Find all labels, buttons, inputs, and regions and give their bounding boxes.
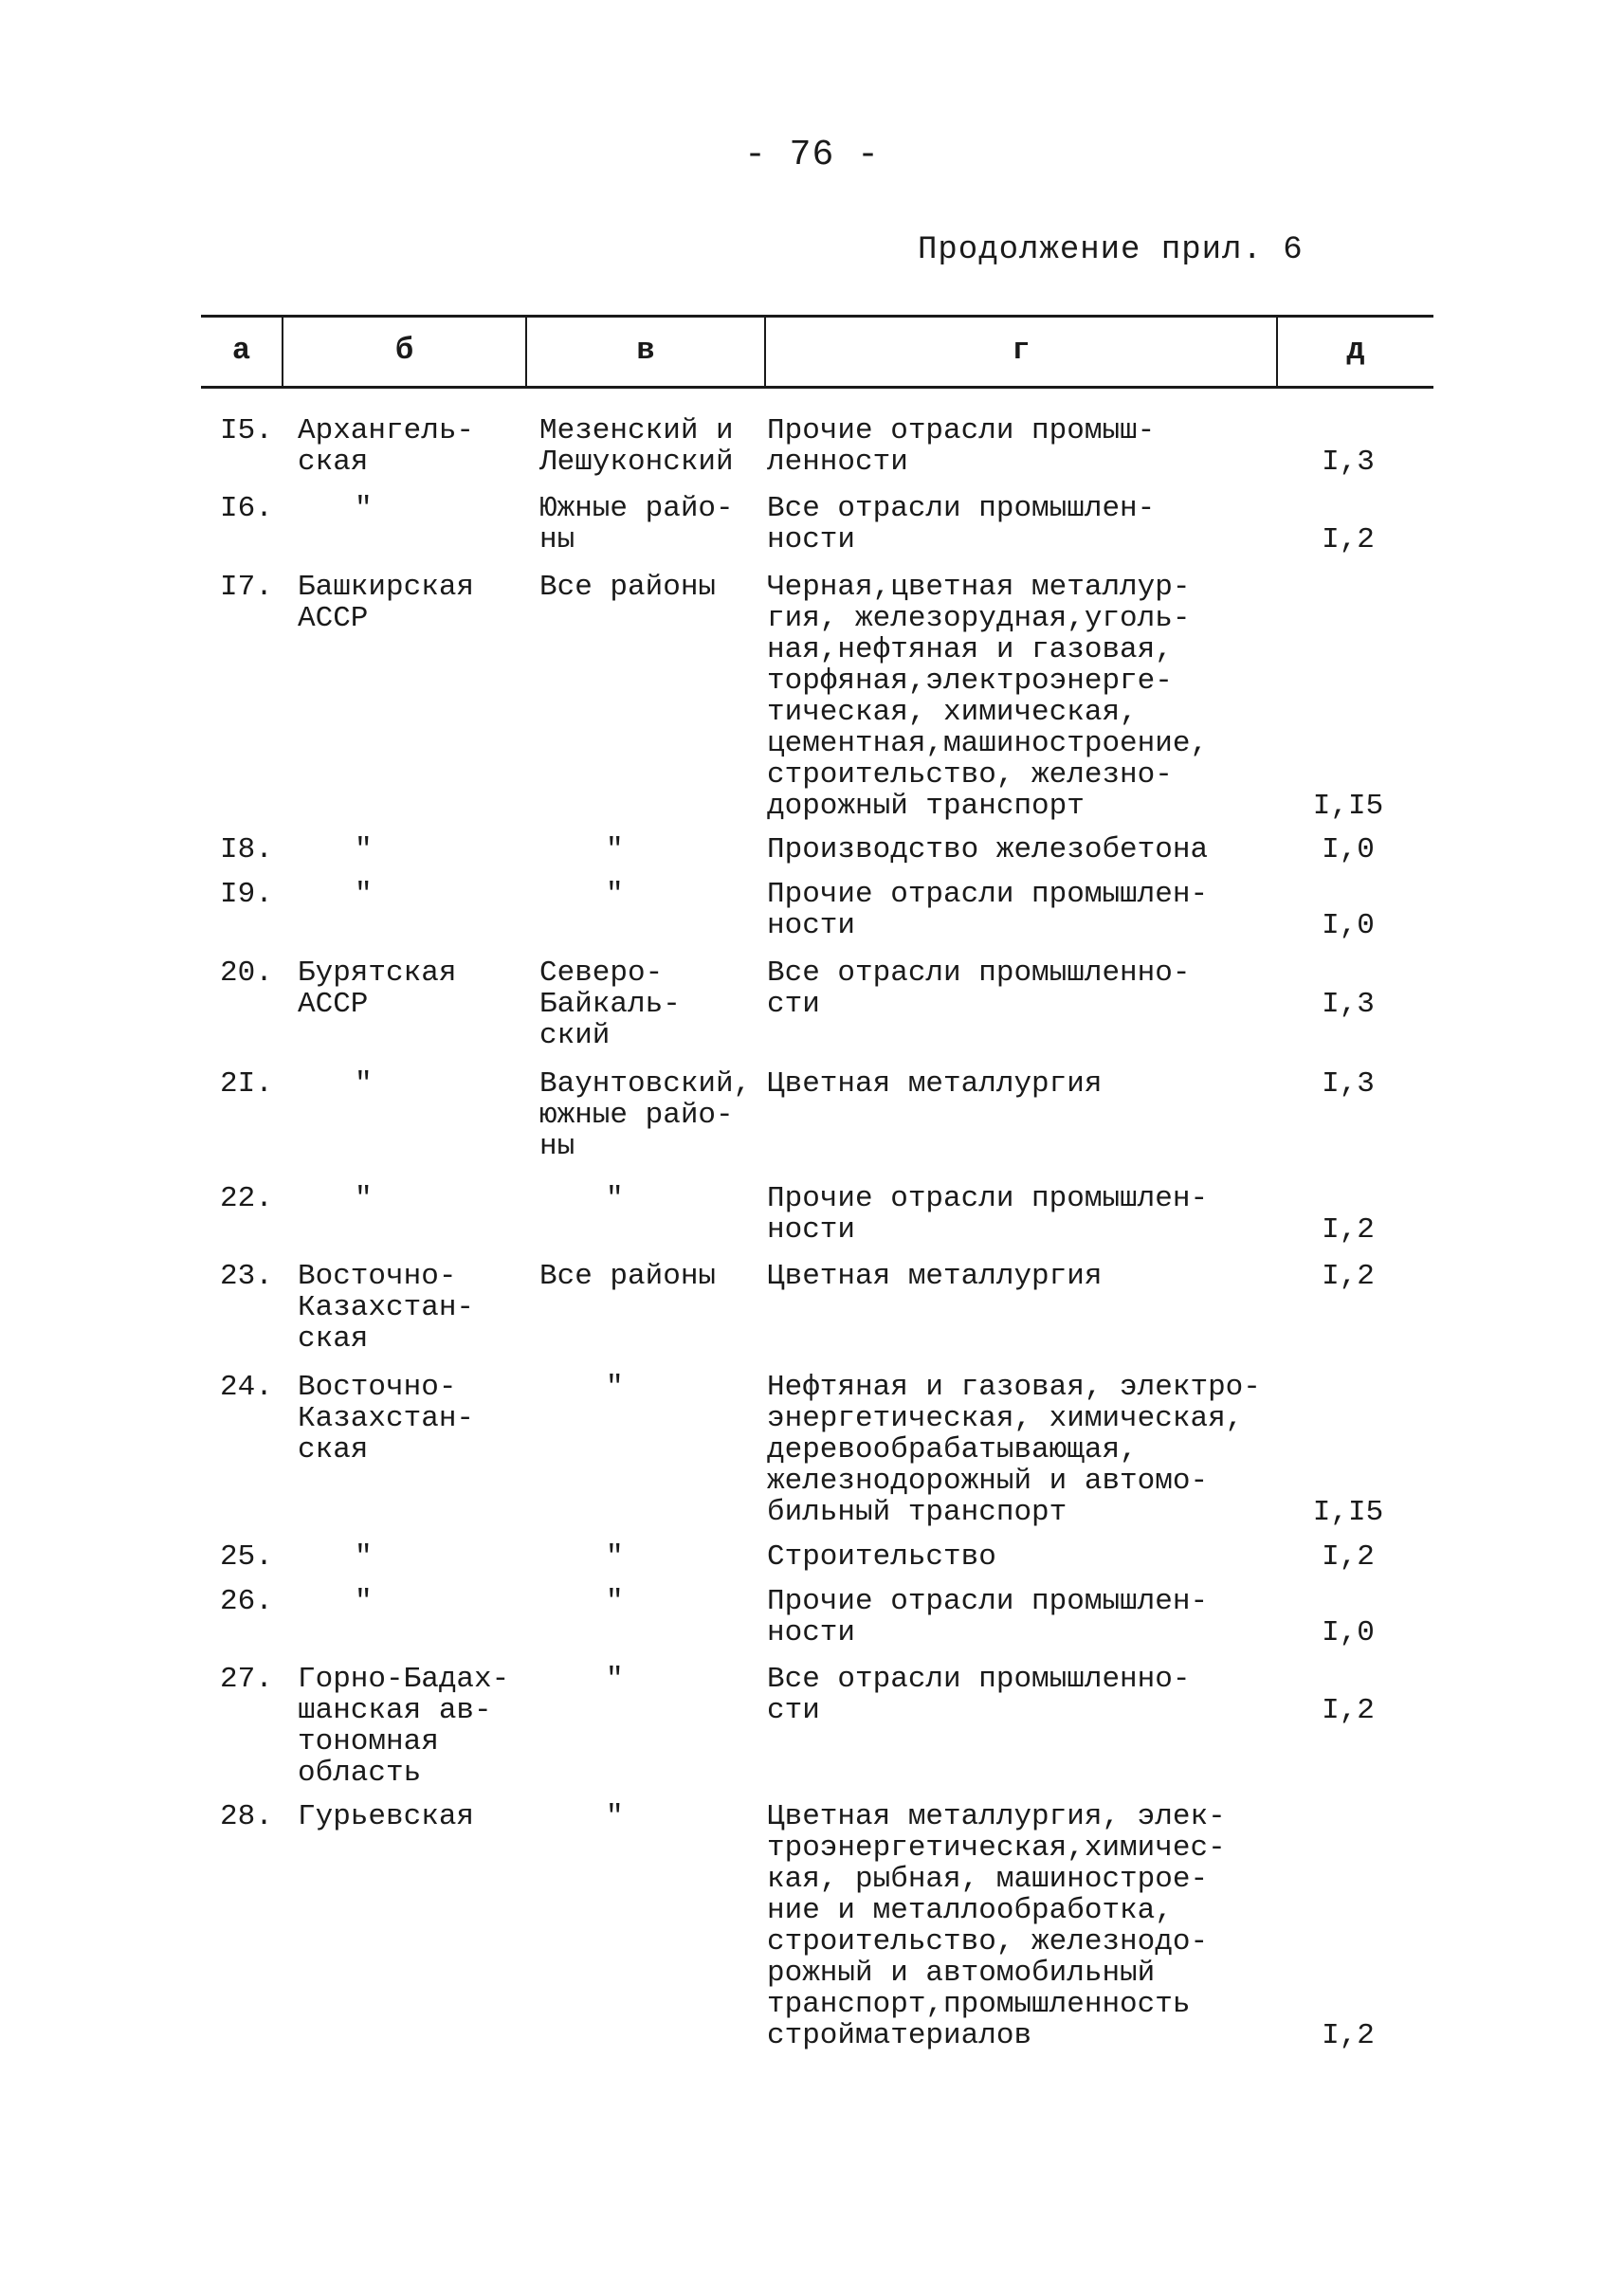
coefficient-cell: I,0	[1322, 833, 1375, 866]
row-number: 2I.	[220, 1067, 273, 1101]
district-cell: "	[606, 1585, 624, 1618]
industry-cell: Производство железобетона	[767, 833, 1209, 866]
coefficient-cell: I,I5	[1312, 1496, 1384, 1529]
region-cell: Восточно- Казахстан- ская	[298, 1260, 475, 1356]
region-cell: "	[355, 492, 373, 525]
coefficient-cell: I,2	[1322, 1540, 1375, 1574]
industry-cell: Цветная металлургия	[767, 1067, 1103, 1101]
table-header	[201, 315, 1433, 389]
row-number: 27.	[220, 1663, 273, 1696]
coefficient-cell: I,2	[1322, 1260, 1375, 1293]
header-b: б	[394, 333, 414, 368]
region-cell: "	[355, 1182, 373, 1215]
industry-cell: Все отрасли промышленно- сти	[767, 1663, 1191, 1727]
industry-cell: Нефтяная и газовая, электро- энергетическая, химическая, деревообрабатывающая, железнодорожный и автомо- бильный транспорт	[767, 1371, 1261, 1529]
district-cell: Все районы	[539, 571, 717, 604]
district-cell: Южные райо- ны	[539, 492, 734, 556]
district-cell: "	[606, 1663, 624, 1696]
coefficient-cell: I,2	[1322, 2019, 1375, 2052]
row-number: I8.	[220, 833, 273, 866]
industry-cell: Строительство	[767, 1540, 996, 1574]
region-cell: Башкирская АССР	[298, 571, 475, 635]
coefficient-cell: I,2	[1322, 523, 1375, 556]
header-c: в	[636, 333, 655, 368]
row-number: 23.	[220, 1260, 273, 1293]
district-cell: Ваунтовский, южные райо- ны	[539, 1067, 752, 1163]
header-d: г	[1012, 333, 1031, 368]
region-cell: "	[355, 1585, 373, 1618]
row-number: 26.	[220, 1585, 273, 1618]
district-cell: Мезенский и Лешуконский	[539, 414, 734, 479]
coefficient-cell: I,2	[1322, 1213, 1375, 1247]
region-cell: "	[355, 1067, 373, 1101]
industry-cell: Цветная металлургия	[767, 1260, 1103, 1293]
region-cell: "	[355, 878, 373, 911]
header-e: д	[1346, 333, 1365, 368]
row-number: I5.	[220, 414, 273, 447]
row-number: I6.	[220, 492, 273, 525]
row-number: 22.	[220, 1182, 273, 1215]
row-number: I7.	[220, 571, 273, 604]
industry-cell: Все отрасли промышлен- ности	[767, 492, 1156, 556]
continuation-label: Продолжение прил. 6	[918, 232, 1304, 268]
row-number: I9.	[220, 878, 273, 911]
coefficient-cell: I,3	[1322, 1067, 1375, 1101]
coefficient-cell: I,3	[1322, 446, 1375, 479]
region-cell: Бурятская АССР	[298, 956, 457, 1021]
industry-cell: Прочие отрасли промышлен- ности	[767, 878, 1209, 942]
coefficient-cell: I,3	[1322, 988, 1375, 1021]
industry-cell: Все отрасли промышленно- сти	[767, 956, 1191, 1021]
district-cell: "	[606, 1182, 624, 1215]
district-cell: "	[606, 1800, 624, 1833]
industry-cell: Прочие отрасли промышлен- ности	[767, 1182, 1209, 1247]
region-cell: Горно-Бадах- шанская ав- тономная область	[298, 1663, 510, 1790]
page-number: - 76 -	[744, 135, 880, 175]
region-cell: Гурьевская	[298, 1800, 475, 1833]
district-cell: "	[606, 833, 624, 866]
district-cell: Все районы	[539, 1260, 717, 1293]
coefficient-cell: I,I5	[1312, 790, 1384, 823]
industry-cell: Прочие отрасли промыш- ленности	[767, 414, 1156, 479]
district-cell: Северо- Байкаль- ский	[539, 956, 681, 1052]
region-cell: Архангель- ская	[298, 414, 475, 479]
row-number: 25.	[220, 1540, 273, 1574]
region-cell: Восточно- Казахстан- ская	[298, 1371, 475, 1466]
region-cell: "	[355, 833, 373, 866]
row-number: 20.	[220, 956, 273, 990]
district-cell: "	[606, 1540, 624, 1574]
district-cell: "	[606, 878, 624, 911]
industry-cell: Черная,цветная металлур- гия, железорудная,уголь- ная,нефтяная и газовая, торфяная,электроэнерге- тическая, химическая, цементная,машиностроение, строительство, железно- дорожный транспорт	[767, 571, 1209, 823]
row-number: 24.	[220, 1371, 273, 1404]
district-cell: "	[606, 1371, 624, 1404]
coefficient-cell: I,2	[1322, 1694, 1375, 1727]
region-cell: "	[355, 1540, 373, 1574]
data-table	[201, 315, 1433, 2052]
industry-cell: Прочие отрасли промышлен- ности	[767, 1585, 1209, 1649]
header-a: а	[231, 333, 251, 368]
row-number: 28.	[220, 1800, 273, 1833]
coefficient-cell: I,0	[1322, 1616, 1375, 1649]
industry-cell: Цветная металлургия, элек- троэнергетическая,химичес- кая, рыбная, машинострое- ние и металлообработка, строительство, железнодо- рожный и автомобильный транспорт,промышленность стройматериалов	[767, 1800, 1226, 2052]
coefficient-cell: I,0	[1322, 909, 1375, 942]
